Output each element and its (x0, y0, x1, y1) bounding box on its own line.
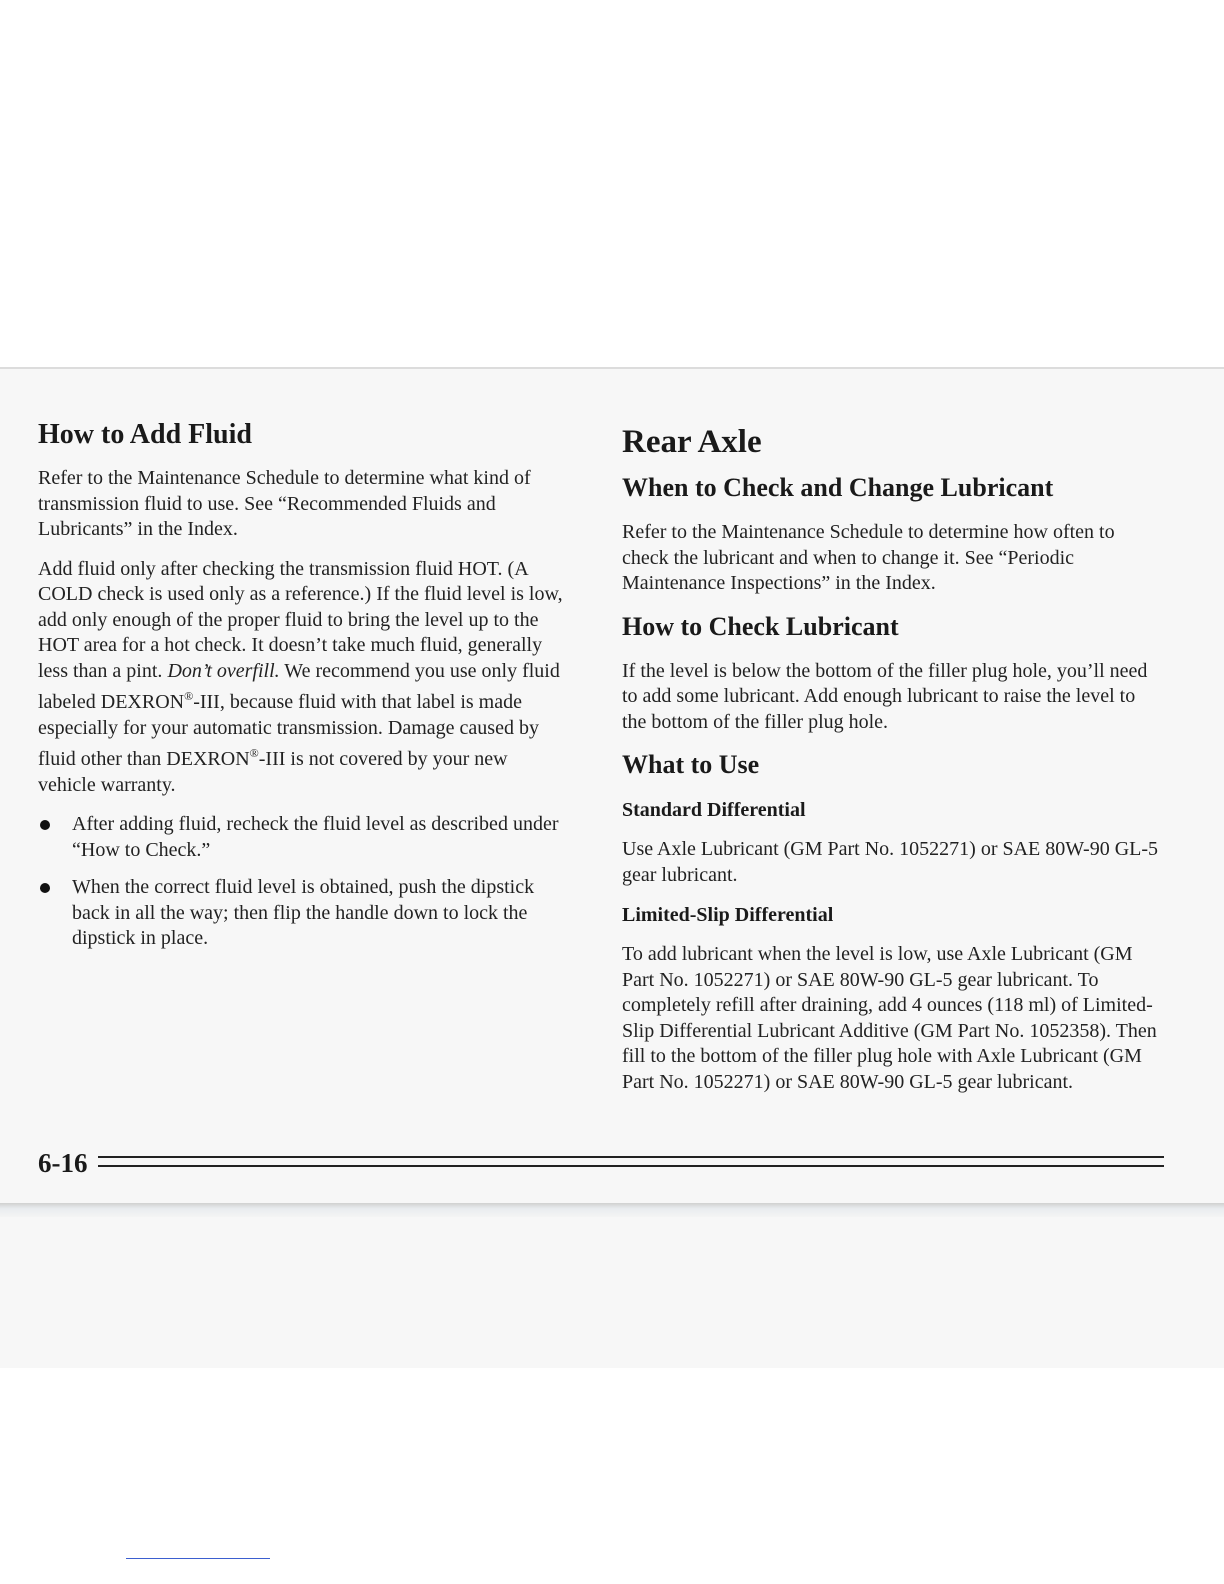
scan-edge-bottom (0, 1203, 1224, 1217)
p2-text-d: -III is not covered by your new vehicle warranty. (38, 748, 508, 796)
p2-text-b: We recommend you use only fluid labeled DEXRON (38, 659, 560, 713)
p2-text-a: Add fluid only after checking the transmission fluid HOT. (A COLD check is used only as a reference.) If the fluid level is low, add only enough of the proper fluid to bring the level up to the HOT area for a hot check. It doesn’t take much fluid, generally less than a pint. (38, 557, 563, 682)
bullet-text: When the correct fluid level is obtained, push the dipstick back in all the way; then flip the handle down to lock the dipstick in place. (72, 876, 535, 949)
scan-edge-top (0, 367, 1224, 369)
bullet-text: After adding fluid, recheck the fluid level as described under “How to Check.” (72, 813, 559, 861)
what-to-use-heading: What to Use (622, 750, 760, 779)
how-to-check-paragraph: If the level is below the bottom of the filler plug hole, you’ll need to add some lubricant. Add enough lubricant to raise the level to the bottom of the filler plug hole. (622, 659, 1148, 733)
right-column (622, 418, 1162, 1109)
add-fluid-paragraph-1: Refer to the Maintenance Schedule to determine what kind of transmission fluid to use. See “Recommended Fluids and Lubricants” in the Index. (38, 467, 531, 540)
limited-slip-differential-paragraph: To add lubricant when the level is low, use Axle Lubricant (GM Part No. 1052271) or SAE 80W-90 GL-5 gear lubricant. To completely refill after draining, add 4 ounces (118 ml) of Limited-Slip Differential Lubricant Additive (GM Part No. 1052358). Then fill to the bottom of the filler plug hole with Axle Lubricant (GM Part No. 1052271) or SAE 80W-90 GL-5 gear lubricant. (622, 943, 1157, 1093)
add-fluid-paragraph-2 (38, 557, 568, 799)
limited-slip-differential-heading: Limited-Slip Differential (622, 904, 834, 926)
when-to-check-paragraph: Refer to the Maintenance Schedule to determine how often to check the lubricant and when to change it. See “Periodic Maintenance Inspections” in the Index. (622, 521, 1115, 594)
dont-overfill-emphasis: Don’t overfill. (167, 659, 280, 682)
page-number: 6-16 (38, 1148, 88, 1178)
registered-mark: ® (184, 689, 194, 703)
registered-mark: ® (249, 746, 259, 760)
how-to-add-fluid-heading: How to Add Fluid (38, 419, 252, 450)
bullet-icon (40, 820, 50, 830)
how-to-check-heading: How to Check Lubricant (622, 611, 899, 641)
list-item (38, 812, 568, 863)
standard-differential-heading: Standard Differential (622, 799, 806, 821)
add-fluid-bullet-list (38, 812, 568, 952)
rear-axle-title: Rear Axle (622, 424, 762, 460)
footer-double-rule (98, 1156, 1164, 1167)
left-column (38, 418, 568, 964)
list-item (38, 875, 568, 952)
p2-text-c: -III, because fluid with that label is made especially for your automatic transmission. Damage caused by fluid other than DEXRON (38, 691, 539, 770)
when-to-check-heading: When to Check and Change Lubricant (622, 473, 1054, 502)
bullet-icon (40, 883, 50, 893)
stray-underline (126, 1558, 270, 1559)
standard-differential-paragraph: Use Axle Lubricant (GM Part No. 1052271) or SAE 80W-90 GL-5 gear lubricant. (622, 838, 1159, 886)
